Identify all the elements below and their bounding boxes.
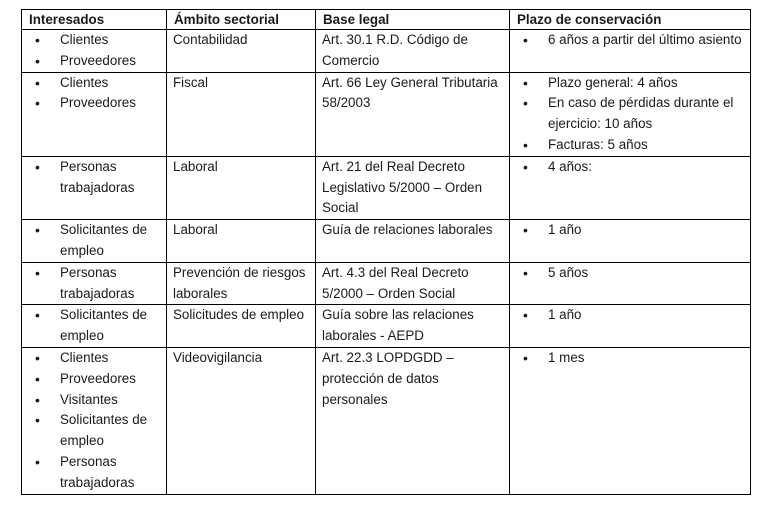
table-row (22, 262, 751, 305)
cell-plazo (510, 347, 751, 494)
table-row (22, 156, 751, 219)
cell-ambito: Laboral (167, 220, 316, 263)
list-item: • Proveedores (28, 93, 160, 114)
cell-interesados (22, 262, 167, 305)
list-item: • Personas trabajadoras (28, 157, 160, 199)
list-item: • Proveedores (28, 51, 160, 72)
cell-ambito: Laboral (167, 156, 316, 219)
list-item: • 1 mes (516, 348, 744, 369)
list-item: • 1 año (516, 220, 744, 241)
list-item: • Clientes (28, 30, 160, 51)
cell-plazo (510, 30, 751, 73)
table-row (22, 220, 751, 263)
interesados-list (28, 305, 160, 347)
cell-base-legal: Guía sobre las relaciones laborales - AEPD (316, 305, 510, 348)
interesados-list (28, 263, 160, 305)
plazo-list (516, 157, 744, 178)
list-item: • 6 años a partir del último asiento (516, 30, 744, 51)
list-item: • Clientes (28, 73, 160, 94)
cell-plazo (510, 156, 751, 219)
list-item: • 1 año (516, 305, 744, 326)
table-row (22, 305, 751, 348)
cell-ambito: Prevención de riesgos laborales (167, 262, 316, 305)
plazo-list (516, 30, 744, 51)
list-item: • Personas trabajadoras (28, 263, 160, 305)
cell-interesados (22, 347, 167, 494)
interesados-list (28, 73, 160, 115)
plazo-list (516, 263, 744, 284)
plazo-list (516, 220, 744, 241)
list-item: • En caso de pérdidas durante el ejercicio: 10 años (516, 93, 744, 135)
list-item: • Visitantes (28, 390, 160, 411)
plazo-list (516, 305, 744, 326)
cell-plazo (510, 262, 751, 305)
plazo-list (516, 348, 744, 369)
cell-plazo (510, 220, 751, 263)
cell-base-legal: Art. 4.3 del Real Decreto 5/2000 – Orden Social (316, 262, 510, 305)
list-item: • Solicitantes de empleo (28, 220, 160, 262)
list-item: • Proveedores (28, 369, 160, 390)
cell-ambito: Videovigilancia (167, 347, 316, 494)
list-item: • Plazo general: 4 años (516, 73, 744, 94)
list-item: • Facturas: 5 años (516, 135, 744, 156)
plazo-list (516, 73, 744, 156)
cell-plazo (510, 72, 751, 156)
table-body (22, 30, 751, 495)
cell-interesados (22, 220, 167, 263)
interesados-list (28, 220, 160, 262)
cell-base-legal: Guía de relaciones laborales (316, 220, 510, 263)
interesados-list (28, 348, 160, 494)
header-interesados: Interesados (22, 10, 167, 30)
cell-interesados (22, 30, 167, 73)
cell-base-legal: Art. 22.3 LOPDGDD – protección de datos personales (316, 347, 510, 494)
table-row (22, 30, 751, 73)
list-item: • Clientes (28, 348, 160, 369)
cell-interesados (22, 156, 167, 219)
cell-interesados (22, 305, 167, 348)
list-item: • Solicitantes de empleo (28, 410, 160, 452)
interesados-list (28, 157, 160, 199)
retention-table (21, 9, 751, 495)
cell-plazo (510, 305, 751, 348)
list-item: • 4 años: (516, 157, 744, 178)
cell-ambito: Solicitudes de empleo (167, 305, 316, 348)
header-base-legal: Base legal (316, 10, 510, 30)
header-plazo-conservacion: Plazo de conservación (510, 10, 751, 30)
list-item: • Solicitantes de empleo (28, 305, 160, 347)
cell-base-legal: Art. 21 del Real Decreto Legislativo 5/2000 – Orden Social (316, 156, 510, 219)
list-item: • 5 años (516, 263, 744, 284)
interesados-list (28, 30, 160, 72)
cell-interesados (22, 72, 167, 156)
cell-ambito: Fiscal (167, 72, 316, 156)
table-row (22, 347, 751, 494)
header-ambito-sectorial: Ámbito sectorial (167, 10, 316, 30)
cell-base-legal: Art. 66 Ley General Tributaria 58/2003 (316, 72, 510, 156)
cell-ambito: Contabilidad (167, 30, 316, 73)
list-item: • Personas trabajadoras (28, 452, 160, 494)
cell-base-legal: Art. 30.1 R.D. Código de Comercio (316, 30, 510, 73)
table-row (22, 72, 751, 156)
table-header-row (22, 10, 751, 30)
